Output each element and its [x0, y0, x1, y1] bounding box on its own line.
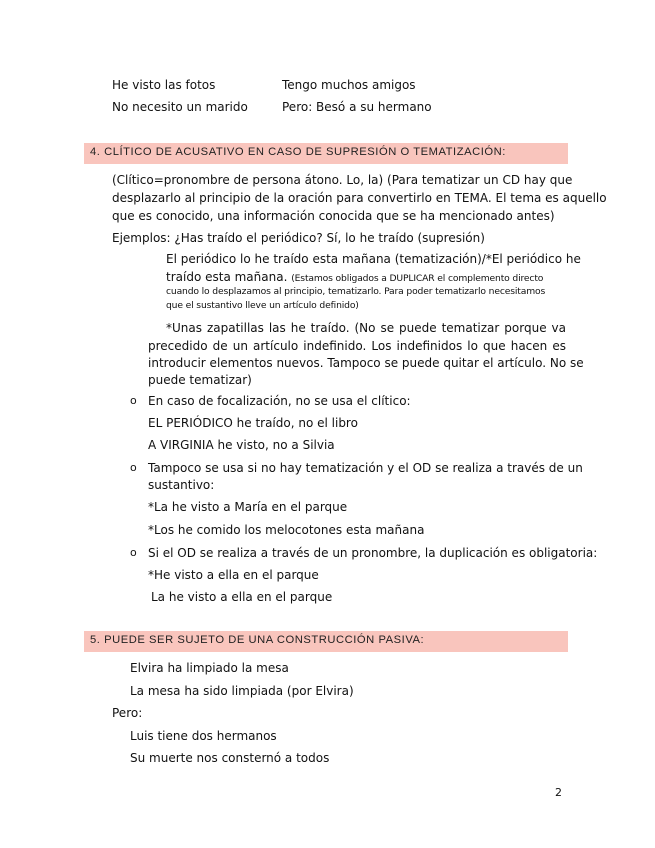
examples-line: Ejemplos: ¿Has traído el periódico? Sí, lo he traído (supresión) — [112, 231, 485, 245]
paragraph-line: (Clítico=pronombre de persona átono. Lo, la) (Para tematizar un CD hay que — [112, 173, 573, 187]
paragraph-line: introducir elementos nuevos. Tampoco se puede quitar el artículo. No se — [148, 356, 584, 370]
paragraph-line: que es conocido, una información conocida que se ha mencionado antes) — [112, 209, 555, 223]
paragraph-line: precedido de un artículo indefinido. Los indefinidos lo que hacen es — [148, 339, 566, 353]
page-number: 2 — [555, 786, 562, 799]
bullet-text: Tampoco se usa si no hay tematización y el OD se realiza a través de un — [148, 461, 583, 475]
paragraph-line: puede tematizar) — [148, 373, 252, 387]
section-heading: 4. CLÍTICO DE ACUSATIVO EN CASO DE SUPRESIÓN O TEMATIZACIÓN: — [90, 146, 506, 158]
example-text: Elvira ha limpiado la mesa — [130, 661, 289, 675]
paragraph-line: El periódico lo he traído esta mañana (tematización)/*El periódico he — [166, 252, 581, 266]
bullet-text: Si el OD se realiza a través de un pronombre, la duplicación es obligatoria: — [148, 546, 598, 560]
example-text: *La he visto a María en el parque — [148, 500, 348, 514]
bullet-marker: o — [130, 546, 137, 559]
pero-label: Pero: — [112, 706, 143, 720]
paragraph-line: *Unas zapatillas las he traído. (No se puede tematizar porque va — [166, 321, 566, 335]
example-text: Tengo muchos amigos — [282, 78, 416, 92]
example-text: *Los he comido los melocotones esta mañana — [148, 523, 425, 537]
section-heading-band — [84, 631, 568, 652]
bullet-marker: o — [130, 394, 137, 407]
example-text: A VIRGINIA he visto, no a Silvia — [148, 438, 335, 452]
note-line: cuando lo desplazamos al principio, tematizarlo. Para poder tematizarlo necesitamos — [166, 286, 546, 297]
bullet-marker: o — [130, 461, 137, 474]
example-text: *He visto a ella en el parque — [148, 568, 319, 582]
example-text: La he visto a ella en el parque — [151, 590, 333, 604]
paragraph-text: traído esta mañana. — [166, 270, 288, 284]
section-heading-band — [84, 143, 568, 164]
example-text: La mesa ha sido limpiada (por Elvira) — [130, 684, 354, 698]
example-text: Luis tiene dos hermanos — [130, 729, 277, 743]
note-line: que el sustantivo lleve un artículo definido) — [166, 300, 359, 311]
example-text: He visto las fotos — [112, 78, 216, 92]
paragraph-line: desplazarlo al principio de la oración para convertirlo en TEMA. El tema es aquello — [112, 191, 607, 205]
example-text: No necesito un marido — [112, 100, 248, 114]
example-text: Pero: Besó a su hermano — [282, 100, 432, 114]
bullet-text: En caso de focalización, no se usa el clítico: — [148, 394, 411, 408]
note-text: (Estamos obligados a DUPLICAR el complemento directo — [291, 273, 544, 284]
example-text: Su muerte nos consternó a todos — [130, 751, 330, 765]
example-text: EL PERIÓDICO he traído, no el libro — [148, 416, 358, 430]
section-heading: 5. PUEDE SER SUJETO DE UNA CONSTRUCCIÓN PASIVA: — [90, 634, 425, 646]
bullet-text: sustantivo: — [148, 478, 215, 492]
